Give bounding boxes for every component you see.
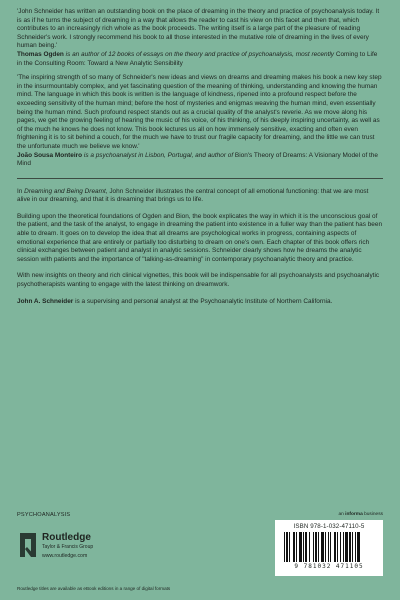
endorser-name: João Sousa Monteiro — [17, 151, 83, 159]
isbn-barcode — [275, 520, 383, 576]
endorsement-quote: 'John Schneider has written an outstanding book on the place of dreaming in the theory and practice of psychoanalysis today. It is as if he turns the subject of dreaming in a way that allows the reader to cast his view on this facet and then that, which contributes to an increasingly rich whole as the book proceeds. The writing itself is a large part of the pleasure of reading Schneider's work. I strongly recommend his book to all those interested in the mutative role of dreaming in the lives of every human being.' — [17, 8, 380, 50]
endorser-book: Bion's Theory of Dreams: A Visionary Model of the Mind — [17, 151, 378, 168]
informa-brand: informa — [345, 512, 363, 517]
endorsement-monteiro — [17, 74, 383, 169]
description-intro — [17, 188, 383, 205]
publisher-url: www.routledge.com — [42, 553, 88, 559]
endorser-name: Thomas Ogden — [17, 50, 64, 58]
ebook-note: Routledge titles are available as eBook editions in a range of digital formats — [17, 586, 171, 591]
endorsement-ogden — [17, 8, 383, 68]
endorsement-quote: 'The inspiring strength of so many of Schneider's new ideas and views on dreams and dreaming makes his book a new key step in the insurmountably complex, and yet fascinating question of the meaning of thinking, understanding and knowing the human mind. The language in which this book is written is the language of kindness, ripened into a profound respect before the exceeding sensitivity of the human mind; before the host of mysteries and enigmas weaving the human mind, even essentially being the human mind. Such profound respect stands out as a crucial quality of the analyst's reverie. As we move along his pages, we get the growing feeling of hearing the music of his voice, of his thinking, of his deeply inspiring uncertainty, as well as of the much he knows he does not know. This book lectures us all on how immensely sensitive, exacting and often even frightening it is to sit behind a couch, for the much we have to trust our fragile capacity for dreaming, and the little we can trust the unfortunate much we believe we know.' — [17, 74, 382, 150]
endorser-role: is an author of 12 books of essays on the theory and practice of psychoanalysis, most recently — [63, 50, 336, 58]
endorser-role: is a psychoanalyst in Lisbon, Portugal, and author of — [82, 151, 235, 159]
description-paragraph: With new insights on theory and rich clinical vignettes, this book will be indispensable for all psychoanalysts and psychoanalytic psychotherapists wanting to engage with the latest thinking on dreamwork. — [17, 272, 380, 289]
informa-tagline — [338, 512, 383, 517]
informa-suffix: business — [362, 512, 383, 517]
routledge-logo-icon — [17, 531, 39, 559]
endorser-book: Coming to Life in the Consulting Room: Toward a New Analytic Sensibility — [17, 50, 378, 67]
divider — [17, 178, 383, 179]
intro-prefix: In — [17, 187, 25, 195]
publisher-logo — [17, 528, 137, 564]
barcode-number: 9 781032 471105 — [294, 563, 364, 570]
subject-category: PSYCHOANALYSIS — [17, 512, 71, 518]
book-description — [17, 188, 383, 290]
informa-prefix: an — [338, 512, 346, 517]
publisher-name: Routledge — [42, 532, 91, 543]
publisher-group: Taylor & Francis Group — [42, 544, 94, 550]
intro-rest: , John Schneider illustrates the central concept of all emotional functioning: that we are most alive in our dreaming, and that it is dreaming that brings us to life. — [17, 187, 369, 204]
author-name: John A. Schneider — [17, 297, 74, 305]
description-paragraph: Building upon the theoretical foundations of Ogden and Bion, the book explicates the way in which it is the unconscious goal of the patient, and the task of the analyst, to engage in dreaming the patient into existence in a fuller way than the patient has been able to dream. It goes on to develop the idea that all dreams are psychological works in progress, containing aspects of emotional experience that are entirely or partially too disturbing to dream on one's own. Each chapter of this book offers rich clinical exchanges between patient and analyst in analytic sessions. Schneider clearly shows how he dreams the analytic session with patients and the importance of "talking-as-dreaming" in contemporary psychoanalytic theory and practice. — [17, 212, 383, 263]
barcode-bars — [283, 532, 375, 562]
isbn-label: ISBN 978-1-032-47110-5 — [293, 523, 365, 530]
author-bio-text: is a supervising and personal analyst at the Psychoanalytic Institute of Northern California. — [73, 297, 333, 305]
endorsement-attribution — [17, 51, 383, 68]
book-title: Dreaming and Being Dreamt — [24, 187, 106, 195]
author-bio — [17, 298, 383, 307]
endorsement-attribution — [17, 152, 383, 169]
